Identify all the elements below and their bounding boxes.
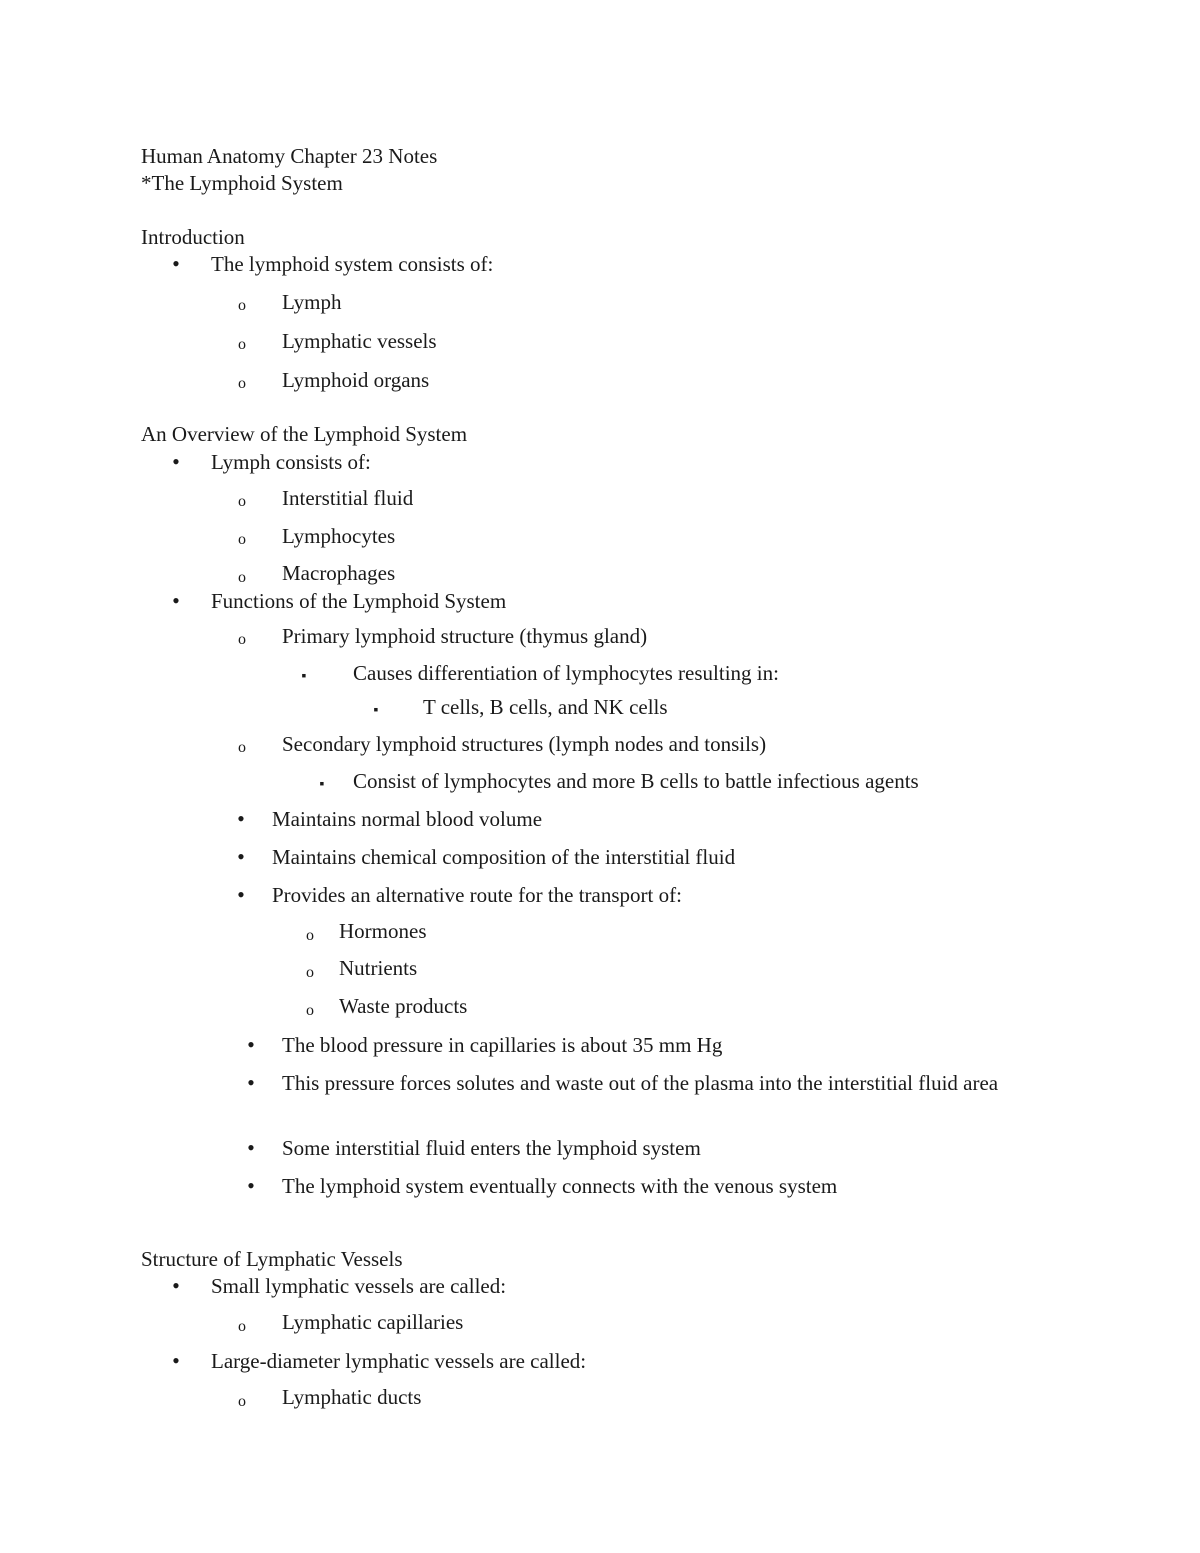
list-item: Lymphatic ducts [282, 1385, 422, 1409]
bullet-icon [241, 1070, 261, 1096]
bullet-icon [241, 1135, 261, 1161]
bullet-icon [231, 806, 251, 832]
list-item: Lymphatic vessels [282, 329, 437, 353]
list-item: Waste products [339, 994, 468, 1018]
circle-bullet-icon [232, 624, 252, 653]
list-item: Small lymphatic vessels are called: [211, 1274, 507, 1298]
list-item: Macrophages [282, 561, 396, 585]
list-item: Nutrients [339, 956, 418, 980]
circle-bullet-icon [300, 920, 320, 949]
list-item: Provides an alternative route for the transport of: [272, 883, 682, 907]
bullet-icon [166, 588, 186, 614]
section-heading-overview: An Overview of the Lymphoid System [141, 422, 468, 446]
circle-bullet-icon [300, 995, 320, 1024]
bullet-icon [166, 1348, 186, 1374]
section-heading-structure: Structure of Lymphatic Vessels [141, 1247, 403, 1271]
square-bullet-icon [366, 694, 386, 724]
list-item: Maintains normal blood volume [272, 807, 543, 831]
bullet-icon [166, 449, 186, 475]
circle-bullet-icon [232, 524, 252, 553]
circle-bullet-icon [232, 290, 252, 319]
list-item: Lymph consists of: [211, 450, 371, 474]
list-item: T cells, B cells, and NK cells [423, 695, 668, 719]
circle-bullet-icon [232, 486, 252, 515]
list-item: Some interstitial fluid enters the lymphoid system [282, 1136, 701, 1160]
circle-bullet-icon [232, 732, 252, 761]
document-title: Human Anatomy Chapter 23 Notes [141, 144, 438, 168]
list-item: Lymphocytes [282, 524, 396, 548]
list-item: Causes differentiation of lymphocytes resulting in: [353, 661, 779, 685]
list-item: Lymphatic capillaries [282, 1310, 464, 1334]
square-bullet-icon [294, 660, 314, 690]
list-item: Hormones [339, 919, 427, 943]
document-subtitle: *The Lymphoid System [141, 171, 343, 195]
circle-bullet-icon [232, 329, 252, 358]
list-item: Primary lymphoid structure (thymus gland) [282, 624, 648, 648]
circle-bullet-icon [232, 1386, 252, 1415]
list-item: The blood pressure in capillaries is about 35 mm Hg [282, 1033, 723, 1057]
bullet-icon [241, 1173, 261, 1199]
list-item: Secondary lymphoid structures (lymph nodes and tonsils) [282, 732, 767, 756]
bullet-icon [166, 1273, 186, 1299]
list-item: Maintains chemical composition of the interstitial fluid [272, 845, 736, 869]
list-item: The lymphoid system consists of: [211, 252, 494, 276]
bullet-icon [241, 1032, 261, 1058]
circle-bullet-icon [232, 368, 252, 397]
list-item: Lymph [282, 290, 342, 314]
list-item: Large-diameter lymphatic vessels are called: [211, 1349, 587, 1373]
list-item: Lymphoid organs [282, 368, 430, 392]
circle-bullet-icon [232, 562, 252, 591]
bullet-icon [166, 251, 186, 277]
bullet-icon [231, 882, 251, 908]
circle-bullet-icon [300, 957, 320, 986]
bullet-icon [231, 844, 251, 870]
list-item: Consist of lymphocytes and more B cells to battle infectious agents [353, 769, 919, 793]
list-item: This pressure forces solutes and waste out of the plasma into the interstitial fluid area [282, 1071, 999, 1095]
list-item: Functions of the Lymphoid System [211, 589, 507, 613]
section-heading-introduction: Introduction [141, 225, 245, 249]
list-item: The lymphoid system eventually connects with the venous system [282, 1174, 838, 1198]
list-item: Interstitial fluid [282, 486, 414, 510]
circle-bullet-icon [232, 1311, 252, 1340]
square-bullet-icon [312, 768, 332, 798]
